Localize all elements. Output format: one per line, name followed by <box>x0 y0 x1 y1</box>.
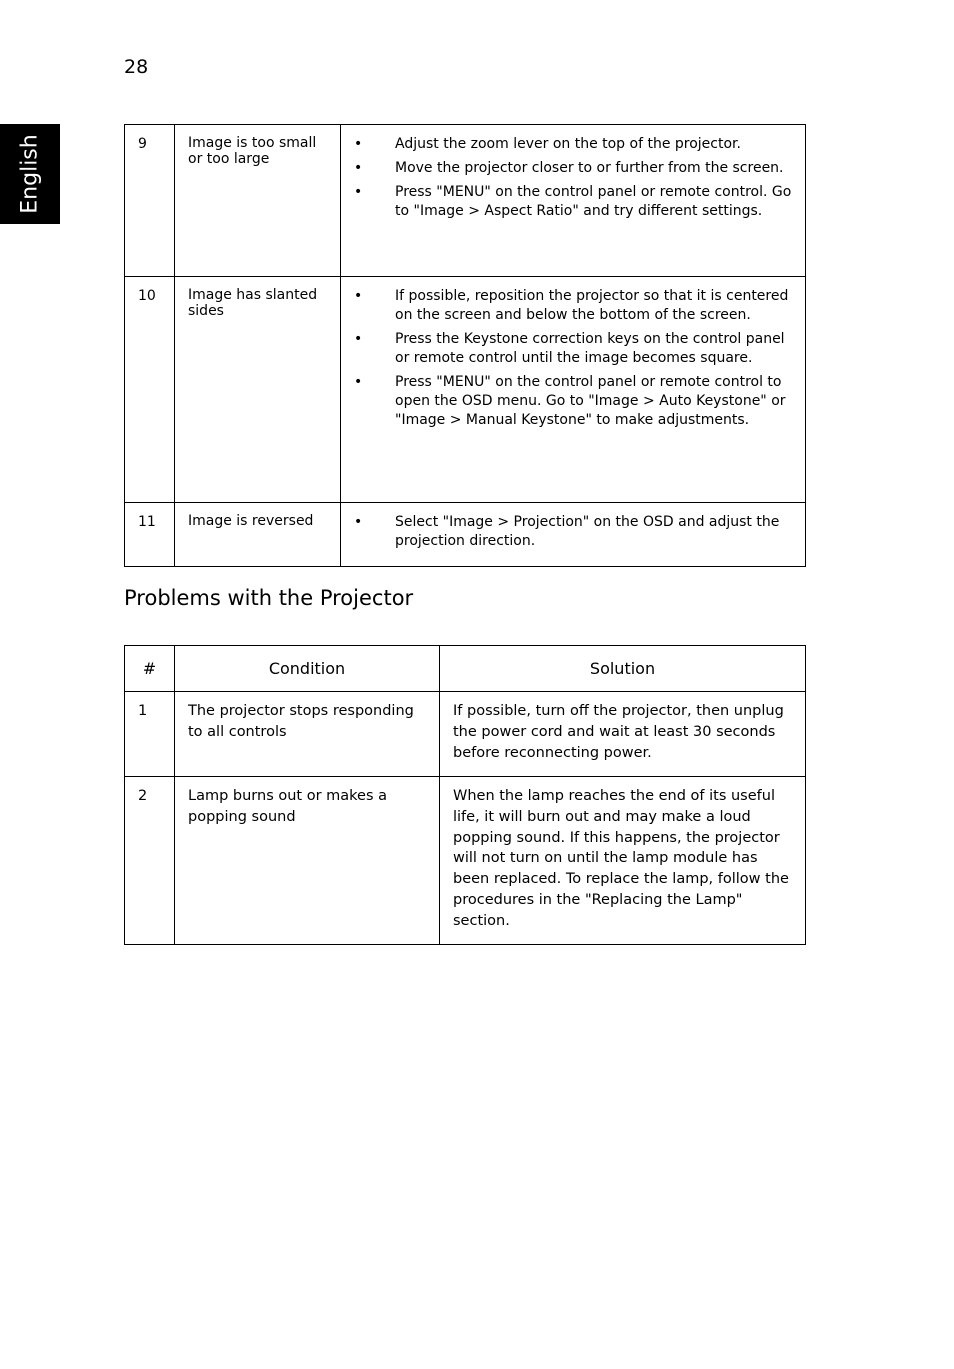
list-item <box>351 513 793 551</box>
row-solution <box>341 503 806 567</box>
solution-text: Press "MENU" on the control panel or remote control. Go to "Image > Aspect Ratio" and try different settings. <box>395 184 792 219</box>
row-solution <box>341 125 806 277</box>
row-number: 2 <box>125 777 175 945</box>
list-item <box>351 159 793 178</box>
list-item <box>351 330 793 368</box>
row-condition: Image is too small or too large <box>175 125 341 277</box>
row-number: 11 <box>125 503 175 567</box>
bullet-icon: • <box>354 184 363 200</box>
row-condition: Lamp burns out or makes a popping sound <box>175 777 440 945</box>
bullet-icon: • <box>354 136 363 152</box>
solution-text: Adjust the zoom lever on the top of the projector. <box>395 136 741 152</box>
column-header-number: # <box>125 646 175 692</box>
bullet-icon: • <box>354 288 363 304</box>
solution-text: Move the projector closer to or further from the screen. <box>395 160 784 176</box>
row-condition: The projector stops responding to all controls <box>175 692 440 777</box>
bullet-icon: • <box>354 514 363 530</box>
list-item <box>351 373 793 430</box>
row-solution: If possible, turn off the projector, then unplug the power cord and wait at least 30 seconds before reconnecting power. <box>440 692 806 777</box>
row-condition: Image is reversed <box>175 503 341 567</box>
row-solution: When the lamp reaches the end of its useful life, it will burn out and may make a loud popping sound. If this happens, the projector will not turn on until the lamp module has been replaced. To replace the lamp, follow the procedures in the "Replacing the Lamp" section. <box>440 777 806 945</box>
solution-text: If possible, reposition the projector so that it is centered on the screen and below the bottom of the screen. <box>395 288 789 323</box>
column-header-condition: Condition <box>175 646 440 692</box>
table-row <box>125 277 806 503</box>
list-item <box>351 183 793 221</box>
column-header-solution: Solution <box>440 646 806 692</box>
row-solution <box>341 277 806 503</box>
solution-list <box>351 135 793 221</box>
row-number: 1 <box>125 692 175 777</box>
solution-text: Select "Image > Projection" on the OSD and adjust the projection direction. <box>395 514 780 549</box>
page-number: 28 <box>124 56 149 78</box>
solution-text: Press "MENU" on the control panel or remote control to open the OSD menu. Go to "Image > Auto Keystone" or "Image > Manual Keystone" to make adjustments. <box>395 374 786 428</box>
table-header-row <box>125 646 806 692</box>
table-row <box>125 503 806 567</box>
row-number: 9 <box>125 125 175 277</box>
bullet-icon: • <box>354 160 363 176</box>
section-title: Problems with the Projector <box>124 586 414 610</box>
row-condition: Image has slanted sides <box>175 277 341 503</box>
bullet-icon: • <box>354 374 363 390</box>
list-item <box>351 135 793 154</box>
row-number: 10 <box>125 277 175 503</box>
table-row <box>125 777 806 945</box>
bullet-icon: • <box>354 331 363 347</box>
solution-list <box>351 513 793 551</box>
list-item <box>351 287 793 325</box>
table-row <box>125 692 806 777</box>
solution-text: Press the Keystone correction keys on the control panel or remote control until the image becomes square. <box>395 331 785 366</box>
table-row <box>125 125 806 277</box>
language-tab-label: English <box>17 134 43 214</box>
language-tab <box>0 124 60 224</box>
troubleshooting-table-projector <box>124 645 806 945</box>
troubleshooting-table-image <box>124 124 806 567</box>
solution-list <box>351 287 793 430</box>
